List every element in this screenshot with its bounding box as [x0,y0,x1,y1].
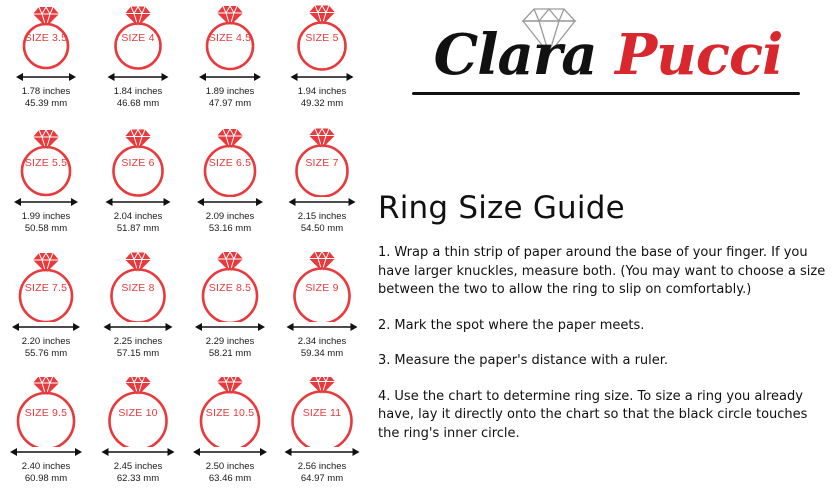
ring-size-label: SIZE 10 [118,407,158,419]
diameter-arrow-icon [186,195,274,209]
ring-measurement-mm: 49.32 mm [300,97,344,109]
ring-size-label: SIZE 5.5 [24,157,68,169]
ring-measurement-inches: 2.29 inches [205,336,255,347]
instruction-step [378,388,830,444]
ring-measurement-mm: 60.98 mm [24,472,68,484]
ring-measurement-inches: 1.99 inches [21,211,71,222]
ring-measurement-inches: 1.89 inches [205,86,255,97]
ring-measurement [298,336,347,359]
ring-illustration [2,2,90,72]
ring-size-label: SIZE 10.5 [205,407,255,419]
ring-size-label: SIZE 7 [305,157,339,169]
ring-measurement-inches: 2.40 inches [21,461,71,472]
ring-size-cell [184,125,276,250]
ring-size-cell [92,125,184,250]
step-number: 1. [378,245,391,260]
ring-measurement-mm: 47.97 mm [208,97,252,109]
ring-measurement-inches: 1.84 inches [113,86,163,97]
ring-size-cell [92,250,184,375]
brand-name-second: Pucci [615,22,783,88]
ring-size-cell [184,0,276,125]
ring-illustration [278,252,366,322]
step-text: Wrap a thin strip of paper around the base of your finger. If you have larger knuckles, measure both. (You may want to choose a size between the two to allow the ring to slip on comfortably.) [378,245,826,297]
ring-measurement-mm: 58.21 mm [208,347,252,359]
ring-measurement-inches: 1.78 inches [21,86,71,97]
ring-size-label: SIZE 11 [302,407,342,419]
diameter-arrow-icon [2,320,90,334]
ring-size-label: SIZE 6.5 [208,157,252,169]
ring-measurement-inches: 2.50 inches [205,461,255,472]
ring-size-label: SIZE 6 [121,157,155,169]
ring-measurement-inches: 2.25 inches [113,336,163,347]
diameter-arrow-icon [186,320,274,334]
ring-measurement [298,461,347,484]
ring-size-cell [92,0,184,125]
ring-illustration [94,2,182,72]
ring-size-cell [0,250,92,375]
ring-measurement-inches: 2.20 inches [21,336,71,347]
ring-measurement [114,336,163,359]
ring-measurement [206,336,255,359]
ring-measurement-mm: 59.34 mm [300,347,344,359]
instruction-step [378,317,830,336]
diameter-arrow-icon [94,195,182,209]
ring-illustration [2,252,90,322]
brand-wordmark [378,22,838,88]
ring-measurement-mm: 50.58 mm [24,222,68,234]
ring-size-cell [184,250,276,375]
ring-size-cell [92,375,184,500]
ring-measurement-mm: 54.50 mm [300,222,344,234]
step-text: Mark the spot where the paper meets. [394,317,645,333]
page-title: Ring Size Guide [378,190,625,226]
ring-size-label: SIZE 4.5 [208,32,252,44]
ring-size-cell [276,250,368,375]
ring-measurement [22,461,71,484]
ring-size-cell [0,0,92,125]
ring-size-cell [276,125,368,250]
instruction-step [378,352,830,371]
ring-illustration [2,377,90,447]
ring-size-label: SIZE 8.5 [208,282,252,294]
ring-illustration [186,127,274,197]
ring-size-label: SIZE 8 [121,282,155,294]
step-number: 3. [378,353,391,368]
brand-logo [372,0,839,120]
diameter-arrow-icon [2,195,90,209]
ring-measurement-inches: 2.09 inches [205,211,255,222]
diameter-arrow-icon [186,445,274,459]
ring-size-cell [0,125,92,250]
ring-measurement-mm: 62.33 mm [116,472,160,484]
step-number: 2. [378,317,391,333]
ring-measurement [298,86,347,109]
ring-measurement-mm: 64.97 mm [300,472,344,484]
ring-illustration [186,252,274,322]
ring-measurement-inches: 2.04 inches [113,211,163,222]
ring-measurement-inches: 1.94 inches [297,86,347,97]
ring-measurement [298,211,347,234]
ring-measurement-mm: 45.39 mm [24,97,68,109]
ring-illustration [2,127,90,197]
ring-measurement-inches: 2.15 inches [297,211,347,222]
step-text: Use the chart to determine ring size. To size a ring you already have, lay it directly onto the chart so that the black circle touches the ring's inner circle. [378,388,808,441]
ring-size-label: SIZE 7.5 [24,282,68,294]
diameter-arrow-icon [278,195,366,209]
ring-measurement-inches: 2.45 inches [113,461,163,472]
ring-illustration [278,127,366,197]
diameter-arrow-icon [94,445,182,459]
diameter-arrow-icon [278,320,366,334]
step-text: Measure the paper's distance with a ruler. [394,353,669,368]
ring-measurement-inches: 2.56 inches [297,461,347,472]
ring-size-label: SIZE 9.5 [24,407,68,419]
ring-measurement [114,211,163,234]
ring-measurement-mm: 53.16 mm [208,222,252,234]
ring-measurement [206,461,255,484]
ring-illustration [94,252,182,322]
diameter-arrow-icon [2,445,90,459]
ring-measurement-mm: 57.15 mm [116,347,160,359]
logo-underline [412,92,800,95]
diameter-arrow-icon [94,70,182,84]
ring-measurement [22,86,71,109]
ring-measurement-inches: 2.34 inches [297,336,347,347]
brand-name-first: Clara [433,22,597,88]
instruction-list [378,244,830,443]
ring-illustration [278,2,366,72]
diameter-arrow-icon [278,70,366,84]
instruction-step [378,244,830,300]
ring-illustration [186,377,274,447]
guide-panel [372,0,839,501]
ring-measurement [22,211,71,234]
ring-illustration [278,377,366,447]
ring-measurement-mm: 55.76 mm [24,347,68,359]
ring-size-cell [0,375,92,500]
diameter-arrow-icon [2,70,90,84]
ring-measurement [206,211,255,234]
ring-measurement [114,86,163,109]
ring-measurement [114,461,163,484]
ring-measurement [206,86,255,109]
diameter-arrow-icon [94,320,182,334]
ring-size-label: SIZE 9 [305,282,339,294]
ring-size-cell [276,0,368,125]
ring-measurement-mm: 46.68 mm [116,97,160,109]
ring-size-cell [184,375,276,500]
ring-illustration [186,2,274,72]
ring-measurement-mm: 63.46 mm [208,472,252,484]
ring-size-cell [276,375,368,500]
ring-measurement-mm: 51.87 mm [116,222,160,234]
ring-size-label: SIZE 5 [305,32,339,44]
ring-illustration [94,377,182,447]
ring-size-label: SIZE 4 [121,32,155,44]
ring-illustration [94,127,182,197]
diameter-arrow-icon [186,70,274,84]
ring-size-chart [0,0,368,501]
ring-measurement [22,336,71,359]
ring-size-label: SIZE 3.5 [24,32,68,44]
diameter-arrow-icon [278,445,366,459]
step-number: 4. [378,388,391,404]
